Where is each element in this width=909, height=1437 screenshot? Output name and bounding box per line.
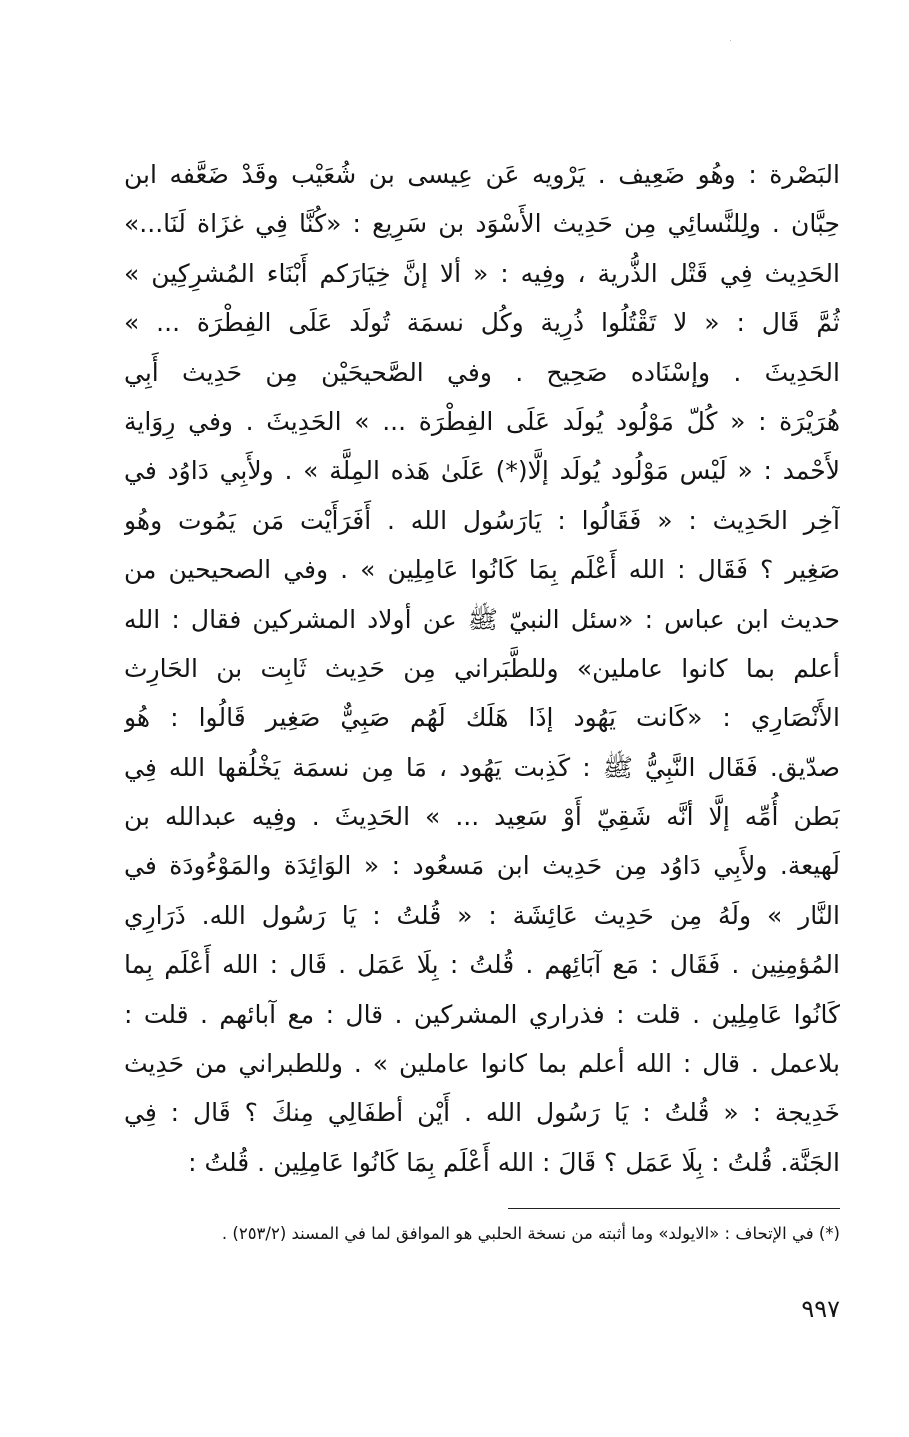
footnote: (*) في الإتحاف : «الايولد» وما أثبته من نسخة الحلبي هو الموافق لما في المسند (٢٥٣/٢) . [221,1224,840,1243]
text-line: ثُمَّ قَال : « لا تَقْتُلُوا ذُرِية وكُل نسمَة تُولَد عَلَى الفِطْرَة ... » [124,308,840,338]
page-number: ٩٩٧ [801,1295,840,1323]
main-text-block [124,150,840,1187]
footnote-separator [508,1208,840,1209]
text-line: حديث ابن عباس : «سئل النبيّ ﷺ عن أولاد المشركين فقال : الله [124,604,840,634]
text-line: صَغِير ؟ فَقَال : الله أَعْلَم بِمَا كَانُوا عَامِلِين » . وفي الصحيحين من [124,555,840,585]
text-line: الجَنَّة. قُلتُ : بِلَا عَمَل ؟ قَالَ : الله أَعْلَم بِمَا كَانُوا عَامِلِين . قُلتُ : [188,1147,840,1177]
text-line: المُؤمِنِين . فَقَال : مَع آبَائِهم . قُلتُ : بِلَا عَمَل . قَال : الله أَعْلَم بِما [124,950,840,980]
text-line: الحَدِيث فِي قَتْل الذُّرية ، وفِيه : « ألا إنَّ خِيَارَكم أَبْنَاء المُشرِكِين » [124,258,840,288]
text-line: البَصْرة : وهُو ضَعِيف . يَرْويه عَن عِيسى بن شُعَيْب وقَدْ ضَعَّفه ابن [124,160,840,189]
text-line: لأَحْمد : « لَيْس مَوْلُود يُولَد إلَّا(*) عَلَىٰ هَذه المِلَّة » . ولأَبِي دَاوُد في [124,456,840,486]
text-line: خَدِيجة : « قُلتُ : يَا رَسُول الله . أَيْن أطفَالِي مِنكَ ؟ قَال : فِي [124,1098,840,1128]
scan-speck [730,40,731,41]
text-line: آخِر الحَدِيث : « فَقَالُوا : يَارَسُول الله . أَفَرَأَيْت مَن يَمُوت وهُو [124,505,840,535]
text-line: الحَدِيثَ . وإسْنَاده صَحِيح . وفي الصَّحيحَيْن مِن حَدِيث أَبِي [124,357,840,387]
text-line: صدّيق. فَقَال النَّبِيُّ ﷺ : كَذِبت يَهُود ، مَا مِن نسمَة يَخْلُقها الله فِي [124,752,840,782]
text-line: بَطن أُمِّه إلَّا أنَّه شَقِيّ أَوْ سَعِيد ... » الحَدِيثَ . وفِيه عبدالله بن [124,802,840,832]
text-line: النَّار » ولَهُ مِن حَدِيث عَائِشَة : « قُلتُ : يَا رَسُول الله. ذَرَارِي [124,900,840,930]
text-line: لَهيعة. ولأَبِي دَاوُد مِن حَدِيث ابن مَسعُود : « الوَائِدَة والمَوْءُودَة في [124,851,840,881]
text-line: كَانُوا عَامِلِين . قلت : فذراري المشركين . قال : مع آبائهم . قلت : [124,999,840,1029]
text-line: بلاعمل . قال : الله أعلم بما كانوا عاملين » . وللطبراني من حَدِيث [124,1049,840,1079]
text-line: الأَنْصَارِي : «كَانت يَهُود إذَا هَلَك لَهُم صَبِيٌّ صَغِير قَالُوا : هُو [124,703,840,733]
text-line: هُرَيْرَة : « كُلّ مَوْلُود يُولَد عَلَى الفِطْرَة ... » الحَدِيثَ . وفي رِوَاية [124,406,840,436]
text-line: أعلم بما كانوا عاملين» وللطَّبَراني مِن حَدِيث ثَابِت بن الحَارِث [124,653,840,683]
text-line: حِبَّان . ولِلنَّسائِي مِن حَدِيث الأَسْوَد بن سَرِيع : «كُنَّا فِي غزَاة لَنَا...» [124,209,840,239]
